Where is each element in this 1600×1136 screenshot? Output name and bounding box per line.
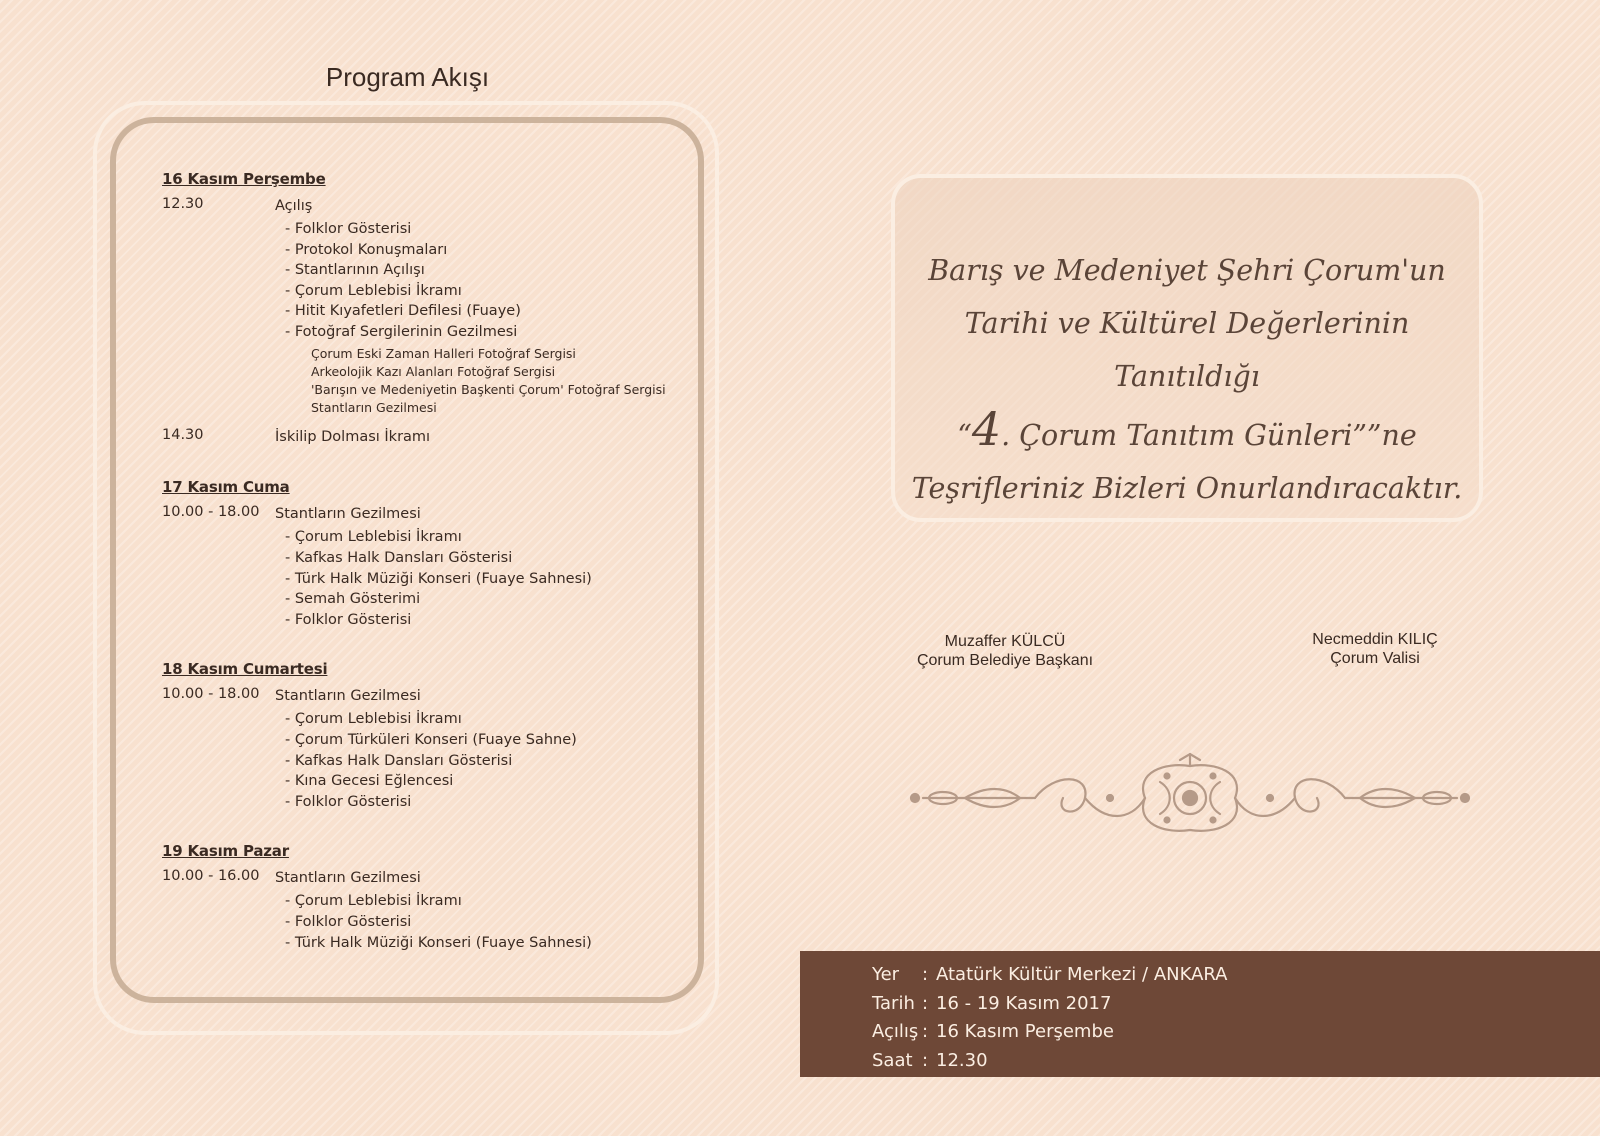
schedule-slot	[162, 686, 692, 812]
slot-time: 14.30	[162, 427, 204, 444]
slot-time: 10.00 - 16.00	[162, 868, 260, 885]
info-label: Yer	[872, 964, 900, 985]
slot-body	[275, 196, 692, 421]
invitation-line-1: Barış ve Medeniyet Şehri Çorum'un	[928, 254, 1446, 287]
slot-label: İskilip Dolması İkramı	[275, 429, 431, 446]
info-row	[872, 990, 1600, 1019]
slot-body	[275, 686, 692, 812]
activity-item: - Türk Halk Müziği Konseri (Fuaye Sahnesi)	[285, 569, 692, 590]
invitation-line-3	[891, 403, 1483, 462]
day-title: 16 Kasım Perşembe	[162, 170, 326, 188]
exhibition-list	[275, 345, 692, 418]
activity-item: - Stantlarının Açılışı	[285, 260, 692, 281]
quote-open: “	[957, 419, 972, 452]
ornament-divider-icon	[905, 752, 1475, 844]
signer-name: Muzaffer KÜLCÜ	[944, 633, 1066, 650]
day-section	[162, 478, 692, 630]
invitation-line-2: Tarihi ve Kültürel Değerlerinin Tanıtıldığı	[964, 307, 1410, 393]
day-title: 18 Kasım Cumartesi	[162, 660, 328, 679]
activity-list	[275, 891, 692, 953]
activity-item: - Kına Gecesi Eğlencesi	[285, 771, 692, 792]
day-title: 17 Kasım Cuma	[162, 478, 290, 497]
activity-item: - Çorum Leblebisi İkramı	[285, 527, 692, 548]
slot-body	[275, 427, 692, 448]
activity-list	[275, 709, 692, 812]
activity-item: - Kafkas Halk Dansları Gösterisi	[285, 751, 692, 772]
schedule-slot	[162, 196, 692, 421]
invitation-line-3-rest: . Çorum Tanıtım Günleri””ne	[1001, 419, 1417, 452]
activity-item: - Folklor Gösterisi	[285, 912, 692, 933]
day-section	[162, 842, 692, 953]
event-info-band	[800, 951, 1600, 1077]
signer-governor	[1260, 630, 1490, 668]
day-section	[162, 660, 692, 812]
schedule-slot	[162, 427, 692, 448]
activity-item: - Türk Halk Müziği Konseri (Fuaye Sahnesi)	[285, 933, 692, 954]
slot-time: 10.00 - 18.00	[162, 686, 260, 703]
info-separator: :	[922, 1049, 929, 1071]
activity-item: - Semah Gösterimi	[285, 589, 692, 610]
activity-item: - Fotoğraf Sergilerinin Gezilmesi	[285, 322, 692, 343]
slot-label: Açılış	[275, 198, 313, 214]
activity-list	[275, 527, 692, 630]
activity-list	[275, 219, 692, 343]
info-row	[872, 961, 1600, 990]
invitation-text	[891, 244, 1483, 515]
invitation-line-4: Teşrifleriniz Bizleri Onurlandıracaktır.	[911, 472, 1463, 505]
activity-item: - Çorum Türküleri Konseri (Fuaye Sahne)	[285, 730, 692, 751]
activity-item: - Çorum Leblebisi İkramı	[285, 281, 692, 302]
info-separator: :	[922, 964, 929, 985]
info-value: Atatürk Kültür Merkezi / ANKARA	[936, 964, 1228, 985]
edition-number: 4	[971, 402, 1002, 456]
info-row	[872, 1018, 1600, 1047]
activity-item: - Folklor Gösterisi	[285, 792, 692, 813]
exhibition-item: Stantların Gezilmesi	[311, 400, 437, 416]
info-row	[872, 1047, 1600, 1076]
signatures	[880, 632, 1540, 682]
signer-mayor	[880, 632, 1130, 670]
schedule-slot	[162, 504, 692, 630]
slot-body	[275, 868, 692, 953]
signer-title: Çorum Belediye Başkanı	[916, 652, 1094, 669]
activity-item: - Kafkas Halk Dansları Gösterisi	[285, 548, 692, 569]
signer-title: Çorum Valisi	[1330, 650, 1420, 667]
program-title: Program Akışı	[325, 62, 490, 92]
info-value: 12.30	[936, 1049, 988, 1071]
program-schedule	[162, 170, 692, 983]
day-title: 19 Kasım Pazar	[162, 842, 289, 861]
slot-body	[275, 504, 692, 630]
slot-time: 10.00 - 18.00	[162, 504, 260, 521]
activity-item: - Çorum Leblebisi İkramı	[285, 891, 692, 912]
activity-item: - Hitit Kıyafetleri Defilesi (Fuaye)	[285, 301, 692, 322]
slot-label: Stantların Gezilmesi	[275, 506, 421, 523]
slot-label: Stantların Gezilmesi	[275, 688, 421, 705]
exhibition-item: 'Barışın ve Medeniyetin Başkenti Çorum' Fotoğraf Sergisi	[311, 381, 666, 397]
info-separator: :	[922, 1021, 929, 1042]
info-value: 16 - 19 Kasım 2017	[936, 992, 1112, 1014]
activity-item: - Çorum Leblebisi İkramı	[285, 709, 692, 730]
info-label: Saat	[872, 1049, 913, 1071]
signer-name: Necmeddin KILIÇ	[1312, 631, 1438, 648]
slot-label: Stantların Gezilmesi	[275, 870, 421, 887]
exhibition-item: Arkeolojik Kazı Alanları Fotoğraf Sergisi	[311, 363, 556, 379]
activity-item: - Folklor Gösterisi	[285, 610, 692, 631]
exhibition-item: Çorum Eski Zaman Halleri Fotoğraf Sergisi	[311, 345, 576, 361]
info-value: 16 Kasım Perşembe	[936, 1021, 1114, 1042]
activity-item: - Protokol Konuşmaları	[285, 240, 692, 261]
day-section	[162, 170, 692, 448]
info-label: Açılış	[872, 1021, 919, 1042]
info-label: Tarih	[872, 992, 915, 1014]
info-separator: :	[922, 992, 929, 1014]
activity-item: - Folklor Gösterisi	[285, 219, 692, 240]
schedule-slot	[162, 868, 692, 953]
slot-time: 12.30	[162, 196, 204, 212]
